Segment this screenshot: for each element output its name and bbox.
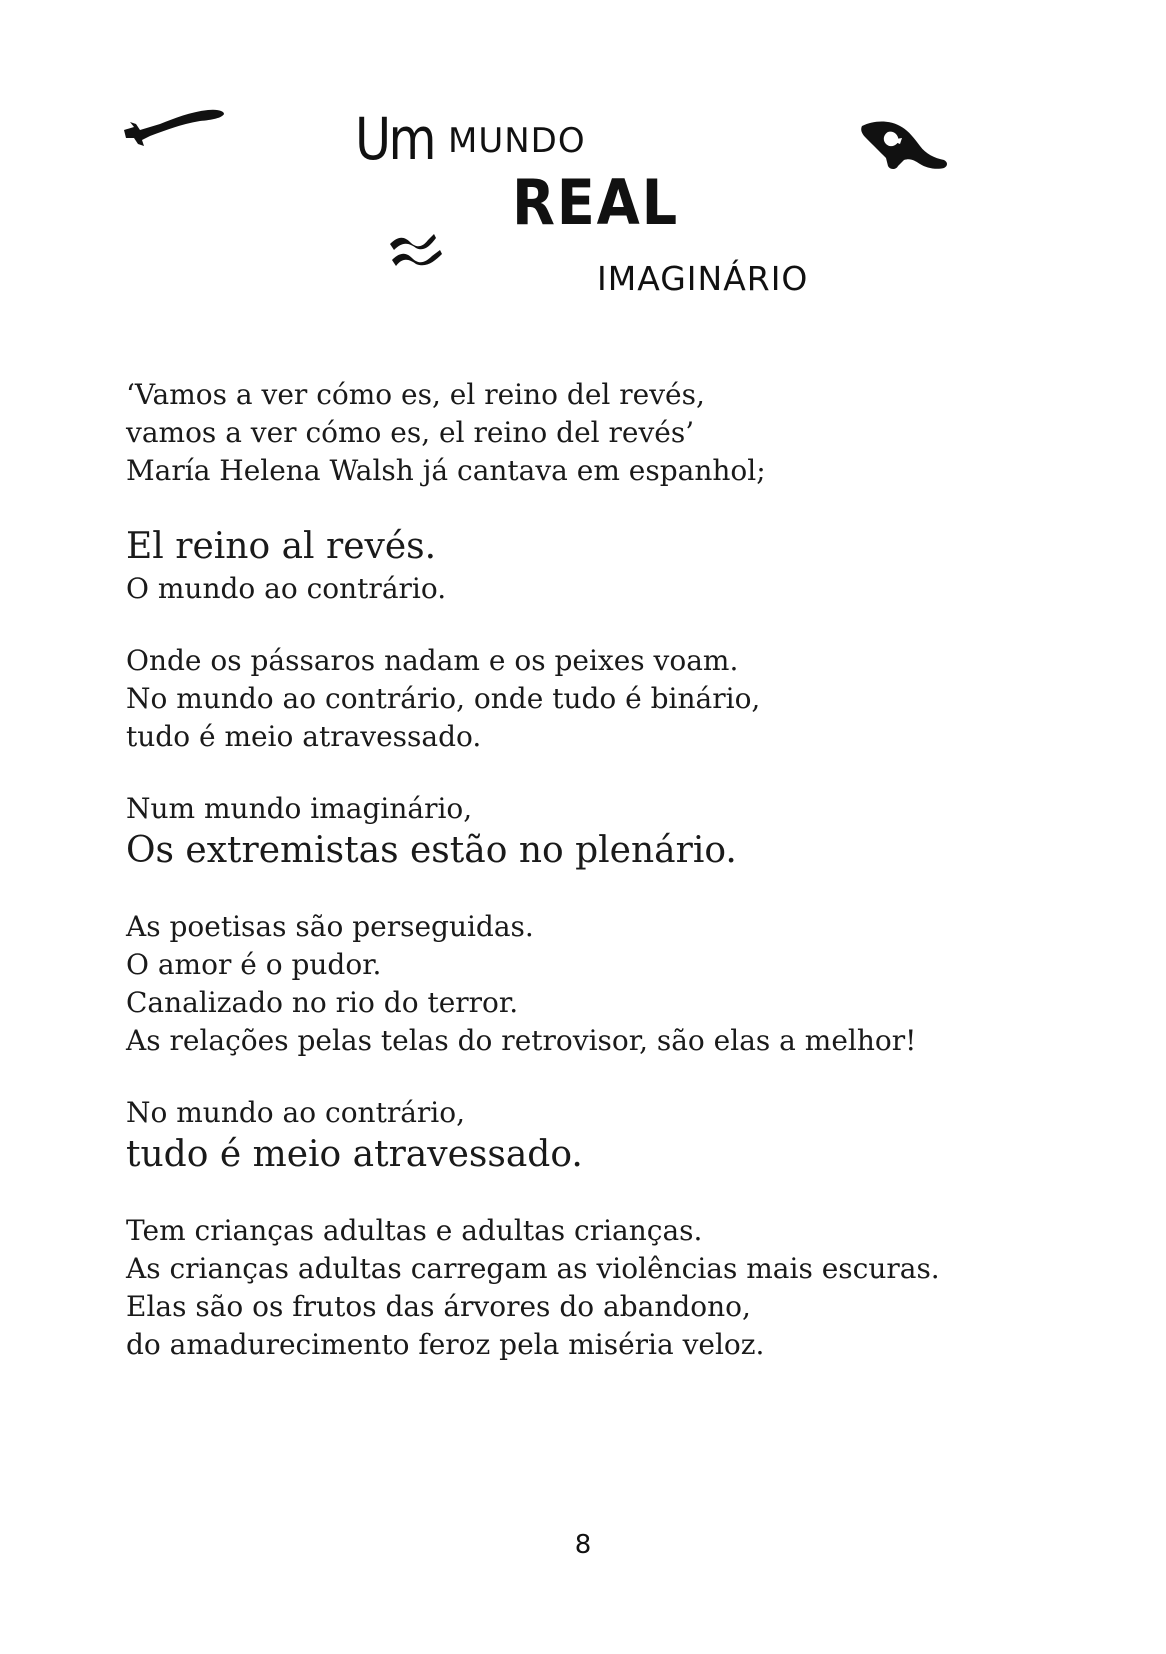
poem-line: No mundo ao contrário, onde tudo é binário,: [126, 682, 761, 715]
stanza-5: [126, 908, 1086, 1060]
stanza-1: [126, 376, 1086, 490]
poem-line: As crianças adultas carregam as violências mais escuras.: [126, 1252, 940, 1285]
poem-line-emphasis: tudo é meio atravessado.: [126, 1134, 583, 1175]
poem-line: do amadurecimento feroz pela miséria veloz.: [126, 1328, 765, 1361]
title-word-mundo: MUNDO: [448, 121, 586, 161]
poem-line: Tem crianças adultas e adultas crianças.: [126, 1214, 703, 1247]
stanza-2: [126, 524, 1086, 608]
poem-line: As poetisas são perseguidas.: [126, 910, 534, 943]
stanza-4: [126, 790, 1086, 874]
poem-line: tudo é meio atravessado.: [126, 720, 482, 753]
plane-icon: [120, 100, 230, 150]
stanza-6: [126, 1094, 1086, 1178]
poem-line: No mundo ao contrário,: [126, 1096, 466, 1129]
title-word-imaginario: IMAGINÁRIO: [597, 259, 809, 298]
poem-line: Elas são os frutos das árvores do abandono,: [126, 1290, 751, 1323]
title-word-um: Um: [355, 105, 435, 173]
stanza-3: [126, 642, 1086, 756]
poem-line-emphasis: El reino al revés.: [126, 526, 437, 567]
poem-line-emphasis: Os extremistas estão no plenário.: [126, 830, 737, 871]
poem-line: O mundo ao contrário.: [126, 572, 447, 605]
poem-line: vamos a ver cómo es, el reino del revés’: [126, 416, 695, 449]
stanza-7: [126, 1212, 1086, 1364]
waves-icon: [388, 230, 444, 270]
page-number: 8: [574, 1530, 592, 1560]
title-word-real: REAL: [512, 166, 680, 239]
poem-line: Onde os pássaros nadam e os peixes voam.: [126, 644, 739, 677]
poem-body: [126, 376, 1086, 1364]
poem-line: O amor é o pudor.: [126, 948, 382, 981]
poem-line: Num mundo imaginário,: [126, 792, 473, 825]
poem-line: As relações pelas telas do retrovisor, são elas a melhor!: [126, 1024, 917, 1057]
poem-line: ‘Vamos a ver cómo es, el reino del revés,: [126, 378, 705, 411]
poem-line: Canalizado no rio do terror.: [126, 986, 519, 1019]
poem-line: María Helena Walsh já cantava em espanhol;: [126, 454, 766, 487]
bird-hand-icon: [860, 118, 950, 180]
